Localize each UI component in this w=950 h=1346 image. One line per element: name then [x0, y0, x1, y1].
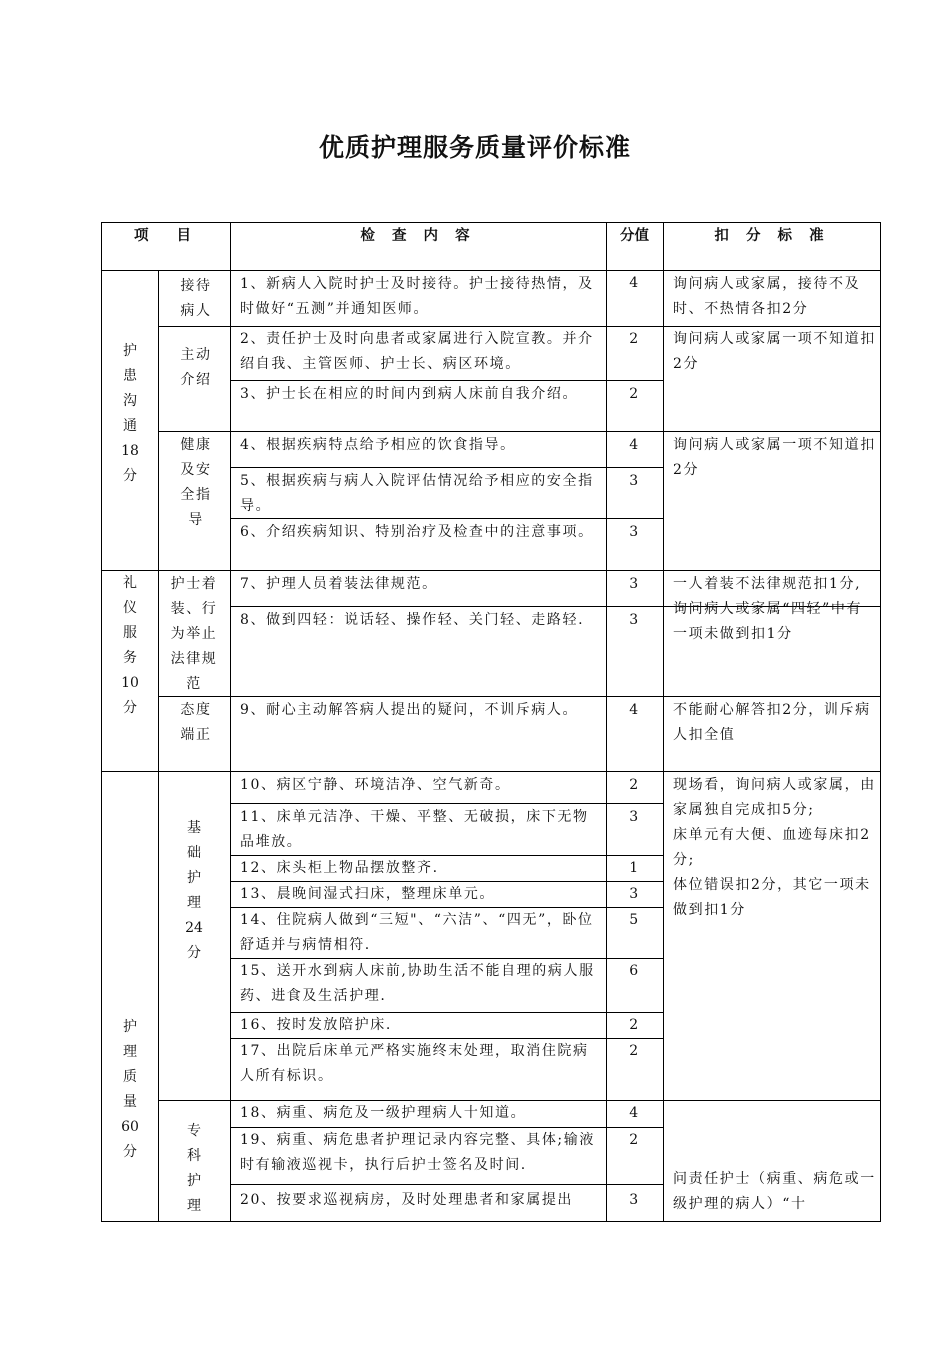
item-content: 19、病重、病危患者护理记录内容完整、具体;输液时有输液巡视卡，执行后护士签名及时间. — [240, 1132, 595, 1173]
item-content: 6、介绍疾病知识、特别治疗及检查中的注意事项。 — [240, 524, 594, 540]
item-score: 4 — [629, 437, 640, 453]
item-content: 17、出院后床单元严格实施终末处理，取消住院病人所有标识。 — [240, 1043, 589, 1084]
deduction-text: 问责任护士（病重、病危或一级护理的病人）“十 — [673, 1171, 876, 1212]
item-content: 20、按要求巡视病房，及时处理患者和家属提出 — [240, 1192, 574, 1208]
item-score: 2 — [629, 386, 640, 402]
item-score: 3 — [629, 1192, 640, 1208]
item-score: 1 — [629, 860, 640, 876]
col-divider — [230, 222, 231, 1222]
deduction-text: 询问病人或家属一项不知道扣2分 — [673, 331, 876, 372]
item-score: 4 — [629, 702, 640, 718]
row-divider — [230, 467, 663, 468]
table-border-right — [880, 222, 881, 1222]
item-content: 8、做到四轻：说话轻、操作轻、关门轻、走路轻. — [240, 612, 585, 628]
item-score: 3 — [629, 612, 640, 628]
subsection-label: 健康及安全指导 — [180, 437, 212, 528]
table-border-top — [101, 222, 881, 223]
subsection-label: 基础护理24分 — [185, 820, 203, 961]
table-border-bottom — [101, 1221, 881, 1222]
section-label: 护患沟通18分 — [121, 343, 139, 484]
item-score: 3 — [629, 524, 640, 540]
subsection-label: 主动介绍 — [180, 347, 212, 388]
row-divider — [230, 380, 663, 381]
page-title: 优质护理服务质量评价标准 — [318, 133, 631, 162]
header-score: 分值 — [620, 228, 649, 244]
item-score: 4 — [629, 275, 640, 291]
item-content: 2、责任护士及时向患者或家属进行入院宣教。并介绍自我、主管医师、护士长、病区环境。 — [240, 331, 594, 372]
item-content: 13、晨晚间湿式扫床，整理床单元。 — [240, 886, 496, 902]
item-content: 12、床头柜上物品摆放整齐. — [240, 860, 439, 876]
item-score: 5 — [629, 912, 640, 928]
item-content: 4、根据疾病特点给予相应的饮食指导。 — [240, 437, 516, 453]
item-score: 4 — [629, 1105, 640, 1121]
deduction-text: 询问病人或家属一项不知道扣2分 — [673, 437, 876, 478]
item-score: 3 — [629, 886, 640, 902]
item-score: 3 — [629, 576, 640, 592]
deduction-text: 不能耐心解答扣2分，训斥病人扣全值 — [673, 702, 871, 743]
item-content: 16、按时发放陪护床. — [240, 1017, 392, 1033]
row-divider — [230, 803, 663, 804]
row-divider — [230, 1184, 663, 1185]
subsection-label: 接待病人 — [180, 278, 212, 319]
subsection-label: 专科护理 — [187, 1123, 201, 1214]
item-content: 3、护士长在相应的时间内到病人床前自我介绍。 — [240, 386, 579, 402]
row-divider — [101, 570, 881, 571]
item-score: 2 — [629, 331, 640, 347]
item-content: 11、床单元洁净、干燥、平整、无破损，床下无物品堆放。 — [240, 809, 589, 850]
deduction-text: 一人着装不法律规范扣1分,询问病人或家属“四轻”中有一项未做到扣1分 — [673, 576, 863, 642]
row-divider — [101, 771, 881, 772]
row-divider — [101, 270, 881, 271]
item-score: 2 — [629, 777, 640, 793]
section-label: 礼仪服务10分 — [121, 575, 139, 716]
table-border-left — [101, 222, 102, 1222]
row-divider — [158, 431, 881, 432]
subsection-label: 护士着装、行为举止法律规范 — [170, 576, 218, 692]
item-content: 18、病重、病危及一级护理病人十知道。 — [240, 1105, 527, 1121]
item-content: 14、住院病人做到“三短"、“六洁”、“四无”，卧位舒适并与病情相符. — [240, 912, 594, 953]
item-score: 2 — [629, 1043, 640, 1059]
item-content: 15、送开水到病人床前,协助生活不能自理的病人服药、进食及生活护理. — [240, 963, 595, 1004]
deduction-text: 现场看，询问病人或家属，由家属独自完成扣5分; 床单元有大便、血迹每床扣2分; 体位错误扣2分，其它一项未做到扣1分 — [673, 777, 876, 918]
header-deduction: 扣 分 标 准 — [714, 228, 830, 244]
item-score: 2 — [629, 1132, 640, 1148]
row-divider — [158, 696, 881, 697]
header-project: 项 目 — [133, 228, 198, 244]
item-content: 1、新病人入院时护士及时接待。护士接待热情，及时做好“五测”并通知医师。 — [240, 276, 594, 317]
item-score: 3 — [629, 473, 640, 489]
section-label: 护理质量60分 — [121, 1019, 139, 1160]
item-score: 6 — [629, 963, 640, 979]
item-content: 10、病区宁静、环境洁净、空气新奇。 — [240, 777, 511, 793]
item-score: 2 — [629, 1017, 640, 1033]
col-divider — [663, 222, 664, 1222]
header-content: 检 查 内 容 — [360, 228, 476, 244]
item-score: 3 — [629, 809, 640, 825]
col-divider — [158, 270, 159, 1222]
evaluation-table — [101, 222, 881, 1222]
item-content: 7、护理人员着装法律规范。 — [240, 576, 438, 592]
item-content: 9、耐心主动解答病人提出的疑问，不训斥病人。 — [240, 702, 579, 718]
deduction-text: 询问病人或家属，接待不及时、不热情各扣2分 — [673, 276, 861, 317]
subsection-label: 态度端正 — [180, 702, 212, 743]
row-divider — [230, 606, 663, 607]
item-content: 5、根据疾病与病人入院评估情况给予相应的安全指导。 — [240, 473, 594, 514]
